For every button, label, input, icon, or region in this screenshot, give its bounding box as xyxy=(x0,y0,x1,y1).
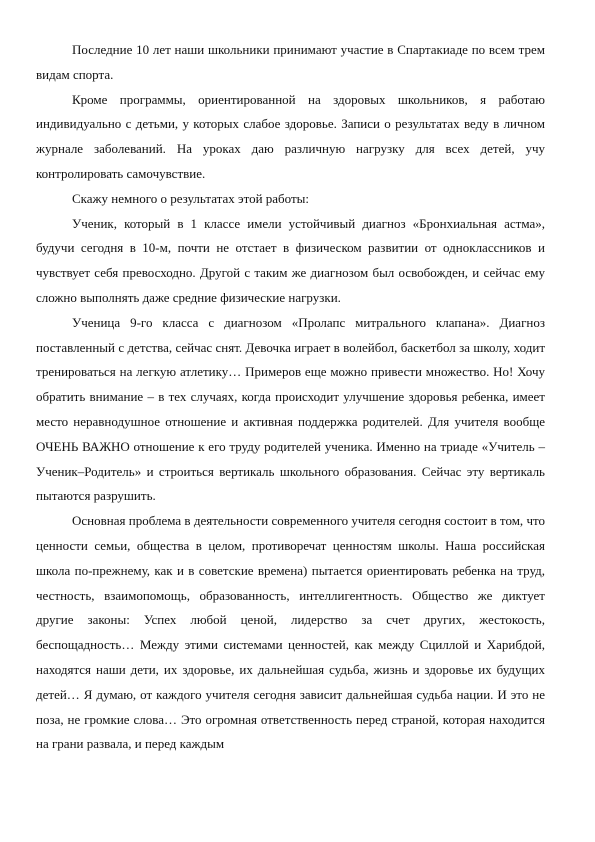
paragraph-2: Кроме программы, ориентированной на здоровых школьников, я работаю индивидуально с детьми, у которых слабое здоровье. Записи о результатах веду в личном журнале заболеваний. На уроках даю различную нагрузку для всех детей, учу контролировать самочувствие. xyxy=(36,91,545,181)
paragraph-1: Последние 10 лет наши школьники принимают участие в Спартакиаде по всем трем видам спорта. xyxy=(36,42,545,82)
paragraph-5: Ученица 9-го класса с диагнозом «Пролапс митрального клапана». Диагноз поставленный с детства, сейчас снят. Девочка играет в волейбол, баскетбол за школу, ходит тренироваться на легкую атлетику… Примеров еще можно привести множество. Но! Хочу обратить внимание – в тех случаях, когда происходит улучшение здоровья ребенка, имеет место неравнодушное отношение и активная поддержка родителей. Для учителя вообще ОЧЕНЬ ВАЖНО отношение к его труду родителей ученика. Именно на триаде «Учитель –Ученик–Родитель» и строиться вертикаль школьного образования. Сейчас эту вертикаль пытаются разрушить. xyxy=(36,314,545,504)
paragraph-3: Скажу немного о результатах этой работы: xyxy=(72,190,310,206)
body-text xyxy=(36,38,545,757)
paragraph-4: Ученик, который в 1 классе имели устойчивый диагноз «Бронхиальная астма», будучи сегодня в 10-м, почти не отстает в физическом развитии от одноклассников и чувствует себя превосходно. Другой с таким же диагнозом был освобожден, и сейчас ему сложно выполнять даже средние физические нагрузки. xyxy=(36,215,545,305)
paragraph-6: Основная проблема в деятельности современного учителя сегодня состоит в том, что ценности семьи, общества в целом, противоречат ценностям школы. Наша российская школа по-прежнему, как и в советские времена) пытается ориентировать ребенка на труд, честность, взаимопомощь, образованность, интеллигентность. Общество же диктует другие законы: Успех любой ценой, лидерство за счет других, жестокость, беспощадность… Между этими системами ценностей, как между Сциллой и Харибдой, находятся наши дети, их здоровье, их дальнейшая судьба, жизнь и здоровье их будущих детей… Я думаю, от каждого учителя сегодня зависит дальнейшая судьба нации. И это не поза, не громкие слова… Это огромная ответственность перед страной, которая находится на грани развала, и перед каждым xyxy=(36,513,545,752)
